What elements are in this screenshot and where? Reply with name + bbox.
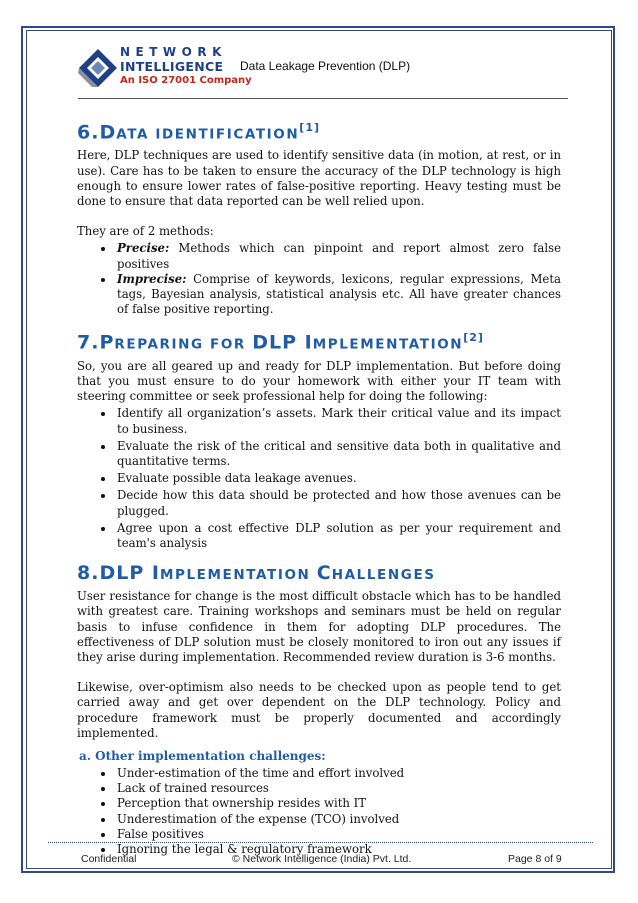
header-divider bbox=[78, 98, 568, 99]
section-8-heading: 8.DLP IMPLEMENTATION CHALLENGES bbox=[77, 562, 436, 585]
section-6-bullet-list bbox=[77, 241, 561, 317]
footer-copyright: © Network Intelligence (India) Pvt. Ltd. bbox=[232, 853, 412, 865]
section-6-heading: 6.DATA IDENTIFICATION[1] bbox=[77, 121, 321, 144]
page-header bbox=[78, 44, 568, 96]
list-item: • Under-estimation of the time and effort involved bbox=[115, 766, 561, 781]
section-8-paragraph-2: Likewise, over-optimism also needs to be checked upon as people tend to get carried away and get over dependent on the DLP technology. Policy and procedure framework must be properly documented and accordingly implemented. bbox=[77, 680, 561, 740]
list-item: • Lack of trained resources bbox=[115, 781, 561, 796]
logo-tagline: An ISO 27001 Company bbox=[120, 75, 252, 86]
list-item: • Precise: Methods which can pinpoint and report almost zero false positives bbox=[115, 241, 561, 271]
list-item: • Ignoring the legal & regulatory framework bbox=[115, 842, 561, 857]
section-6-paragraph-2: They are of 2 methods: bbox=[77, 224, 214, 239]
logo-text-network: NETWORK bbox=[120, 45, 227, 59]
section-7-bullet-list bbox=[77, 406, 561, 551]
section-7-paragraph-1: So, you are all geared up and ready for DLP implementation. But before doing that you must ensure to do your homework with either your IT team with steering committee or seek professional help for doing the following: bbox=[77, 358, 561, 404]
section-8-subheading: a. Other implementation challenges: bbox=[79, 748, 326, 763]
list-item: • Evaluate the risk of the critical and sensitive data both in qualitative and quantitative terms. bbox=[115, 439, 561, 469]
section-8-paragraph-1: User resistance for change is the most difficult obstacle which has to be handled with greatest care. Training workshops and seminars must be held on regular basis to infuse confidence in them for adopting DLP procedures. The effectiveness of DLP solution must be closely monitored to iron out any issues if they arise during implementation. Recommended review duration is 3-6 months. bbox=[77, 589, 561, 664]
list-item: • False positives bbox=[115, 827, 561, 842]
list-item: • Evaluate possible data leakage avenues. bbox=[115, 471, 561, 486]
logo-text-intelligence: INTELLIGENCE bbox=[120, 59, 224, 74]
footer-page-number: Page 8 of 9 bbox=[508, 853, 562, 865]
reference-2-link[interactable]: [2] bbox=[463, 331, 484, 345]
list-item: • Agree upon a cost effective DLP solution as per your requirement and team's analysis bbox=[115, 521, 561, 551]
list-item: • Imprecise: Comprise of keywords, lexicons, regular expressions, Meta tags, Bayesian analysis, statistical analysis etc. All have greater chances of false positive reporting. bbox=[115, 272, 561, 318]
network-intelligence-logo-icon bbox=[78, 48, 118, 88]
reference-1-link[interactable]: [1] bbox=[299, 121, 321, 134]
section-7-heading: 7.PREPARING FOR DLP IMPLEMENTATION[2] bbox=[77, 331, 484, 354]
list-item: • Decide how this data should be protected and how those avenues can be plugged. bbox=[115, 488, 561, 518]
footer-confidential: Confidential bbox=[81, 853, 137, 865]
page-content bbox=[77, 108, 561, 857]
document-title: Data Leakage Prevention (DLP) bbox=[240, 59, 411, 73]
footer-divider bbox=[48, 842, 593, 843]
section-8-bullet-list bbox=[77, 766, 561, 857]
list-item: • Identify all organization’s assets. Mark their critical value and its impact to business. bbox=[115, 406, 561, 436]
section-6-paragraph-1: Here, DLP techniques are used to identify sensitive data (in motion, at rest, or in use). Care has to be taken to ensure the accuracy of the DLP technology is high enough to ensure lower rates of false-positive reporting. Heavy testing must be done to ensure that data reported can be well relied upon. bbox=[77, 148, 561, 208]
list-item: • Perception that ownership resides with IT bbox=[115, 796, 561, 811]
list-item: • Underestimation of the expense (TCO) involved bbox=[115, 812, 561, 827]
